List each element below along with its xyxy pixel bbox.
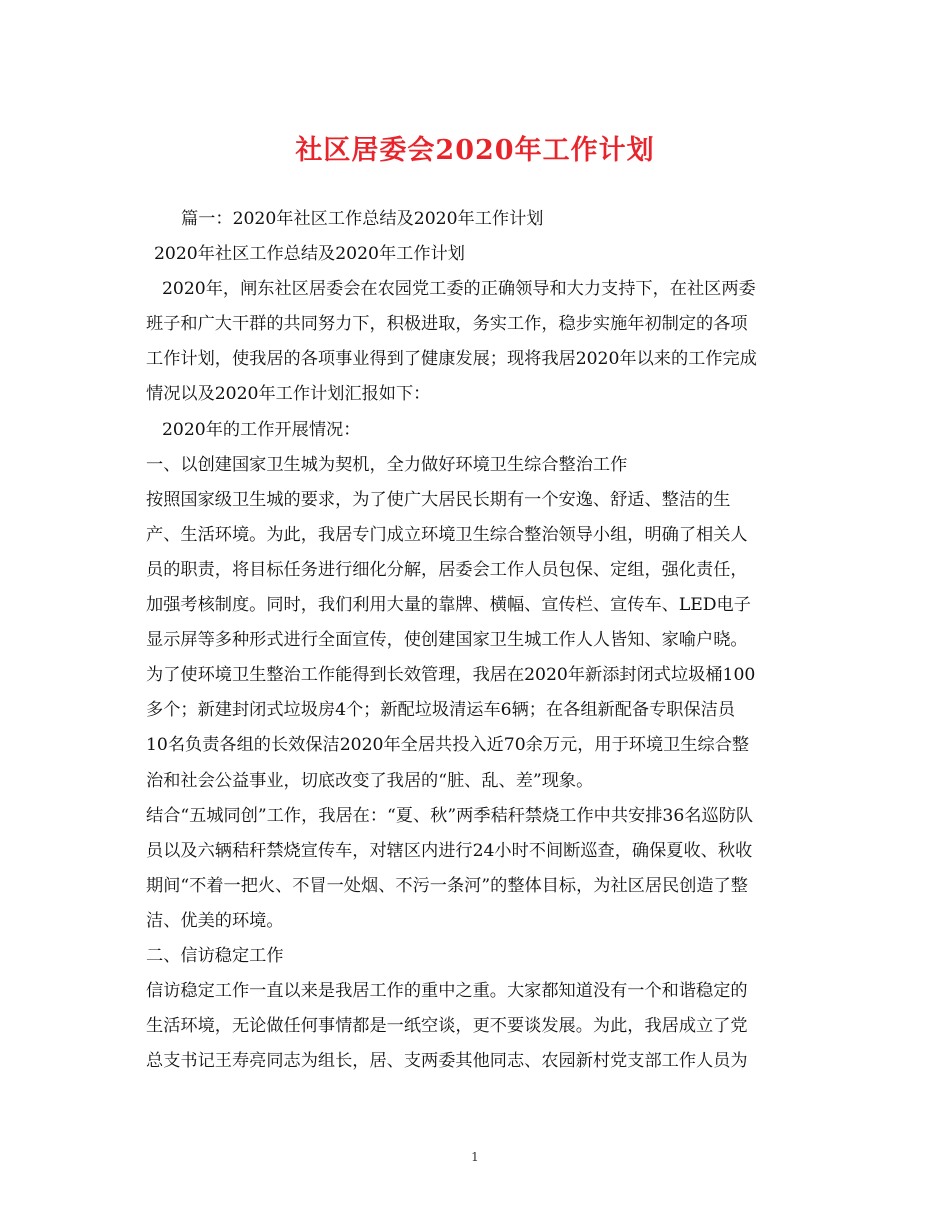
paragraph-line: 结合“五城同创”工作，我居在：“夏、秋”两季秸秆禁烧工作中共安排36名巡防队: [146, 805, 754, 826]
page-number: 1: [471, 1150, 479, 1164]
paragraph-line: 2020年的工作开展情况：: [162, 419, 361, 440]
paragraph-line: 期间“不着一把火、不冒一处烟、不污一条河”的整体目标，为社区居民创造了整: [146, 875, 748, 896]
document-title: 社区居委会2020年工作计划: [295, 135, 655, 166]
paragraph-line: 班子和广大干群的共同努力下，积极进取，务实工作，稳步实施年初制定的各项: [146, 314, 748, 335]
paragraph-line: 多个；新建封闭式垃圾房4个；新配垃圾清运车6辆；在各组新配备专职保洁员: [146, 700, 736, 721]
section-heading: 一、以创建国家卫生城为契机，全力做好环境卫生综合整治工作: [146, 454, 628, 475]
document-body: [146, 202, 812, 1079]
paragraph-line: 洁、优美的环境。: [146, 910, 284, 931]
paragraph-line: 按照国家级卫生城的要求，为了使广大居民长期有一个安逸、舒适、整洁的生: [146, 489, 731, 510]
paragraph-line: 2020年，闸东社区居委会在农园党工委的正确领导和大力支持下，在社区两委: [162, 279, 756, 300]
subtitle-line: 2020年社区工作总结及2020年工作计划: [154, 244, 465, 265]
paragraph-line: 员以及六辆秸秆禁烧宣传车，对辖区内进行24小时不间断巡查，确保夏收、秋收: [146, 840, 753, 861]
paragraph-line: 治和社会公益事业，切底改变了我居的“脏、乱、差”现象。: [146, 770, 594, 791]
paragraph-line: 员的职责，将目标任务进行细化分解，居委会工作人员包保、定组，强化责任，: [146, 559, 748, 580]
paragraph-line: 信访稳定工作一直以来是我居工作的重中之重。大家都知道没有一个和谐稳定的: [146, 981, 748, 1002]
paragraph-line: 情况以及2020年工作计划汇报如下：: [146, 384, 431, 405]
paragraph-line: 10名负责各组的长效保洁2020年全居共投入近70余万元，用于环境卫生综合整: [146, 735, 750, 756]
paragraph-line: 加强考核制度。同时，我们利用大量的靠牌、横幅、宣传栏、宣传车、LED电子: [146, 595, 751, 616]
paragraph-line: 工作计划，使我居的各项事业得到了健康发展；现将我居2020年以来的工作完成: [146, 349, 757, 370]
paragraph-line: 为了使环境卫生整治工作能得到长效管理，我居在2020年新添封闭式垃圾桶100: [146, 665, 756, 686]
paragraph-line: 产、生活环境。为此，我居专门成立环境卫生综合整治领导小组，明确了相关人: [146, 524, 748, 545]
paragraph-line: 总支书记王寿亮同志为组长，居、支两委其他同志、农园新村党支部工作人员为: [146, 1051, 748, 1072]
section-heading: 篇一：2020年社区工作总结及2020年工作计划: [181, 209, 544, 229]
paragraph-line: 生活环境，无论做任何事情都是一纸空谈，更不要谈发展。为此，我居成立了党: [146, 1016, 748, 1037]
section-heading: 二、信访稳定工作: [146, 945, 284, 966]
paragraph-line: 显示屏等多种形式进行全面宣传，使创建国家卫生城工作人人皆知、家喻户晓。: [146, 630, 748, 651]
